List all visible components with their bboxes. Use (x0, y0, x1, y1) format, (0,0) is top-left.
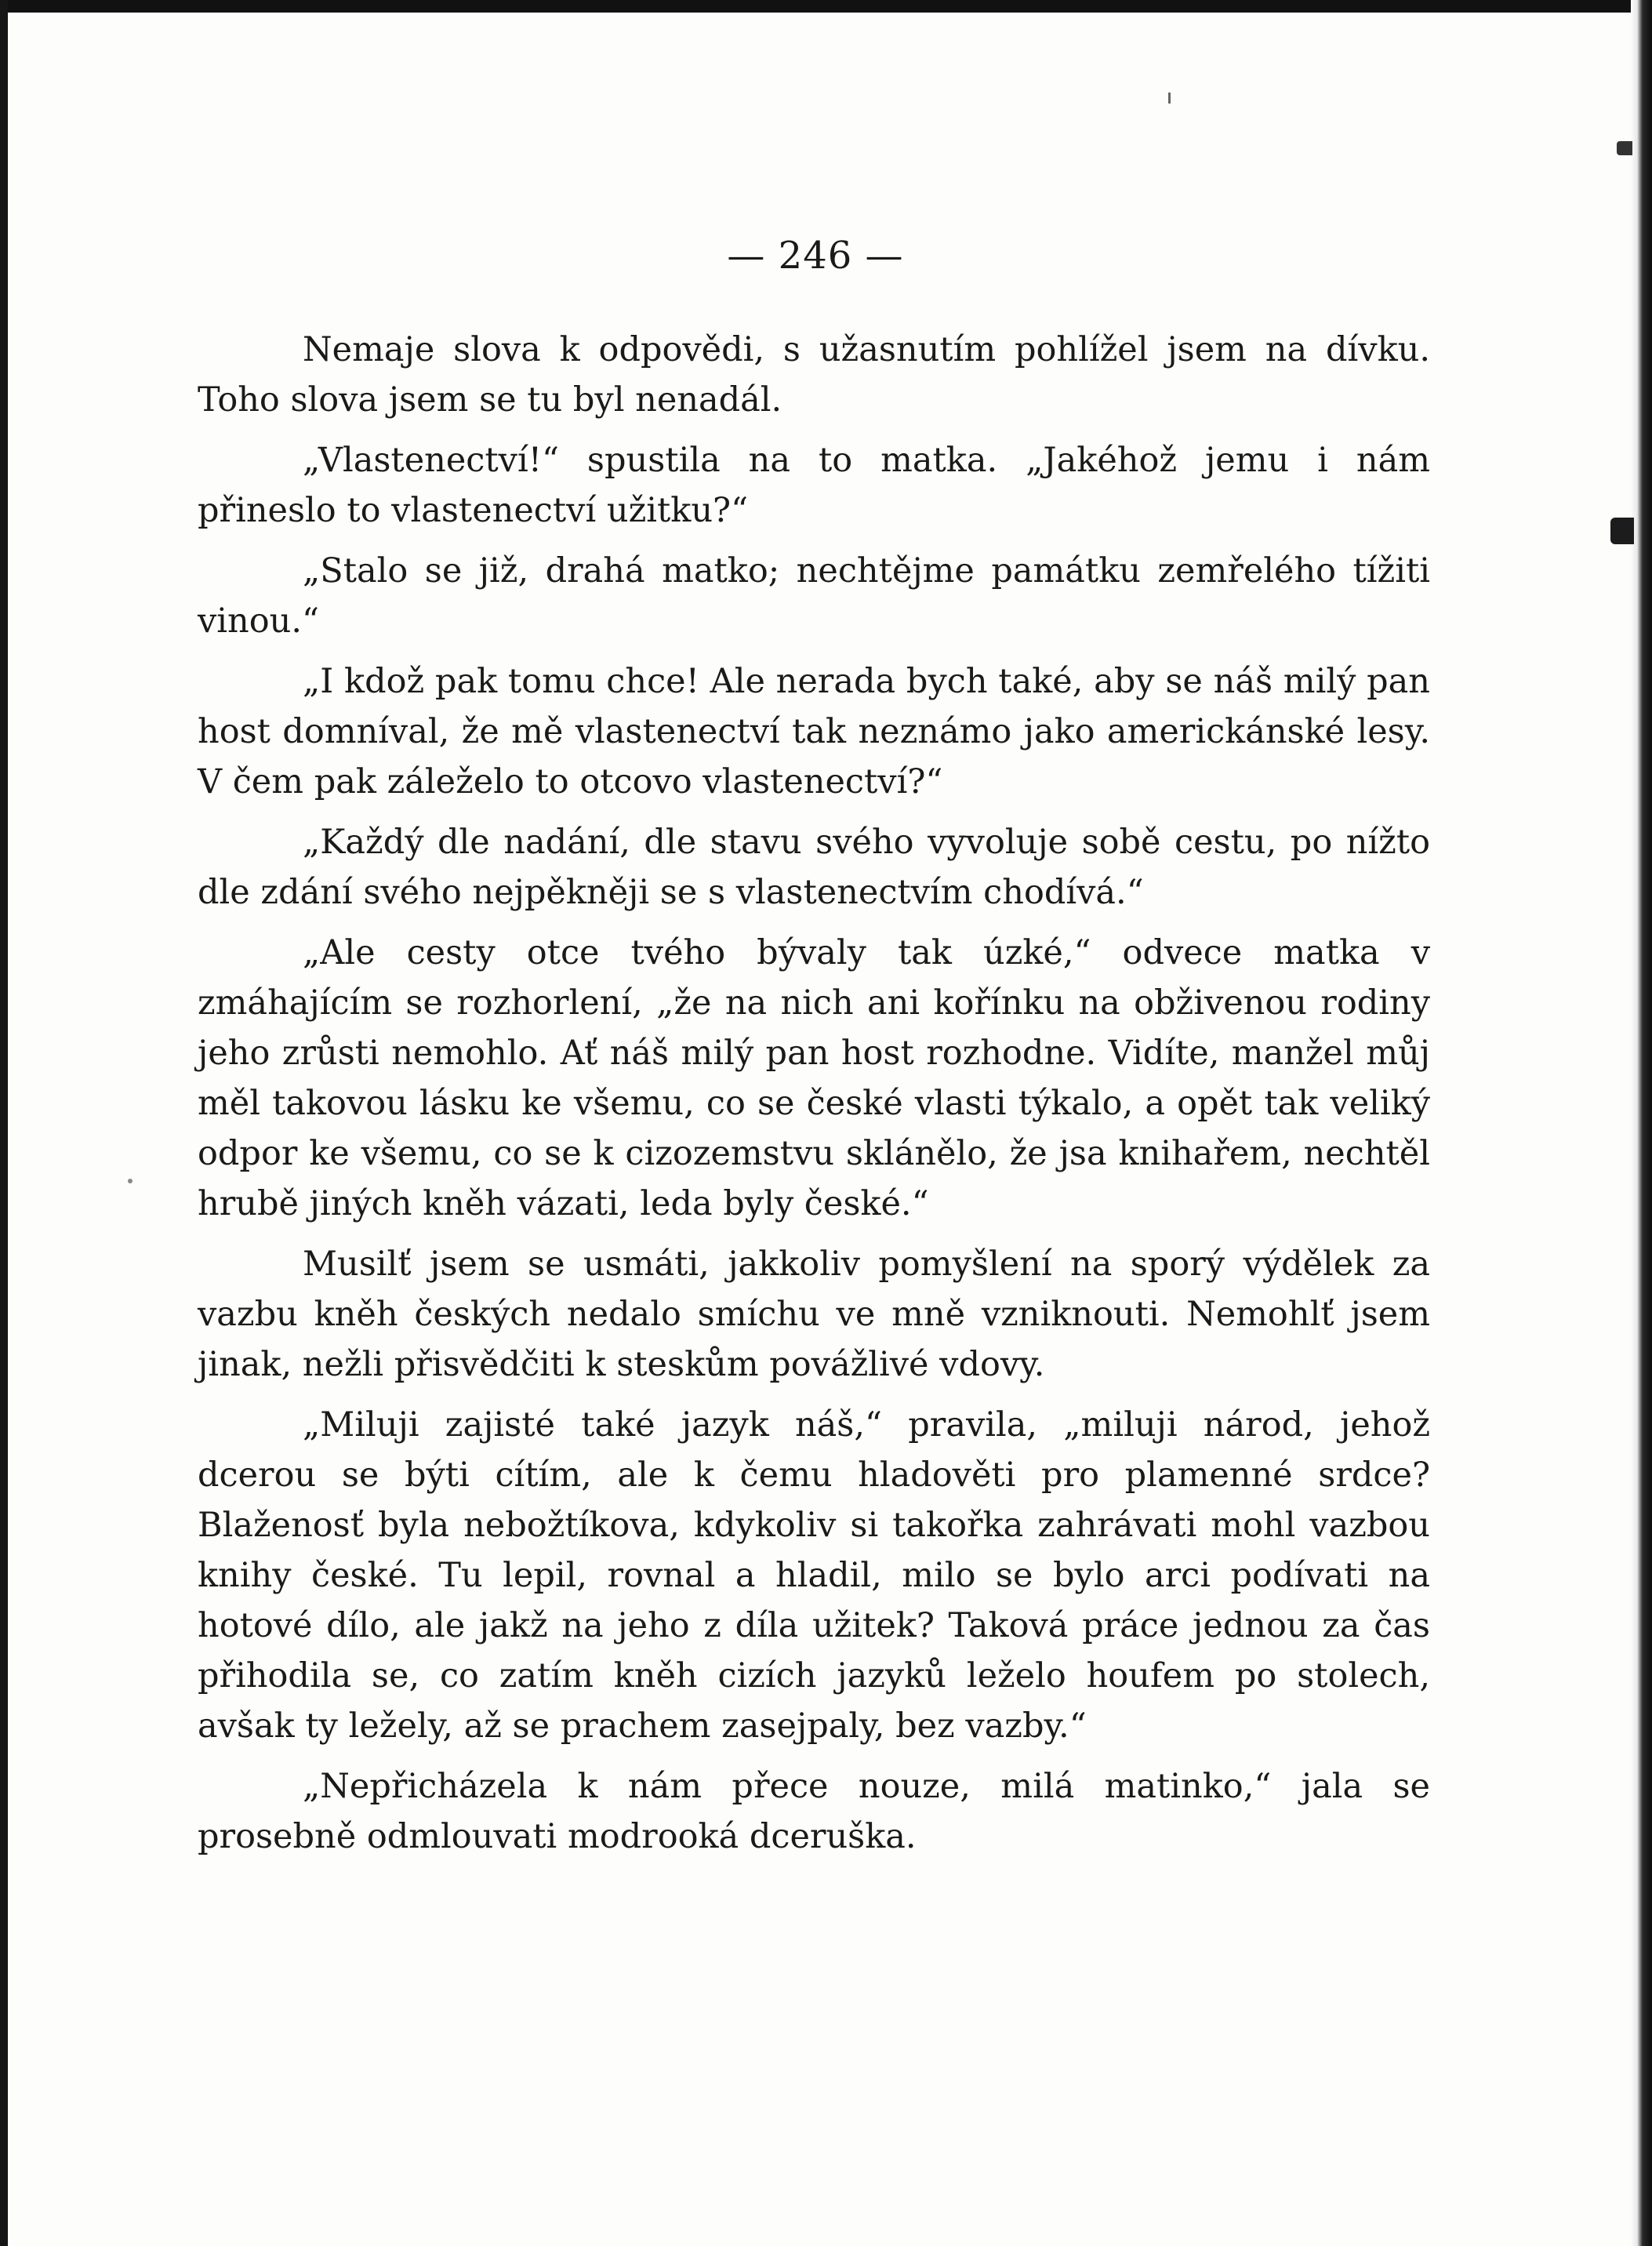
scan-border-left (0, 0, 8, 2246)
scan-speck (1168, 93, 1171, 104)
scan-border-right (1631, 0, 1652, 2246)
paragraph: Musilť jsem se usmáti, jakkoliv pomyšlení na sporý výdělek za vazbu kněh českých nedalo smíchu ve mně vzniknouti. Nemohlť jsem jinak, nežli přisvědčiti k steskům povážlivé vdovy. (198, 1245, 1430, 1384)
paragraph: „Ale cesty otce tvého bývaly tak úzké,“ odvece matka v zmáhajícím se rozhorlení, „že na nich ani kořínku na obživenou rodiny jeho zrůsti nemohlo. Ať náš milý pan host rozhodne. Vidíte, manžel můj měl takovou lásku ke všemu, co se české vlasti týkalo, a opět tak veliký odpor ke všemu, co se k cizozemstvu sklánělo, že jsa knihařem, nechtěl hrubě jiných kněh vázati, leda byly české.“ (198, 933, 1430, 1223)
paragraph: „Miluji zajisté také jazyk náš,“ pravila, „miluji národ, jehož dcerou se býti cítím, ale k čemu hladověti pro plamenné srdce? Blaženosť byla nebožtíkova, kdykoliv si takořka zahrávati mohl vazbou knihy české. Tu lepil, rovnal a hladil, milo se bylo arci podívati na hotové dílo, ale jakž na jeho z díla užitek? Taková práce jednou za čas přihodila se, co zatím kněh cizích jazyků leželo houfem po stolech, avšak ty ležely, až se prachem zasejpaly, bez vazby.“ (198, 1405, 1430, 1746)
paragraph: „Každý dle nadání, dle stavu svého vyvoluje sobě cestu, po nížto dle zdání svého nejpěkněji se s vlastenectvím chodívá.“ (198, 823, 1430, 912)
paragraph: Nemaje slova k odpovědi, s užasnutím pohlížel jsem na dívku. Toho slova jsem se tu byl nenadál. (198, 330, 1430, 420)
page-edge-mark (1617, 141, 1632, 155)
body-text (198, 325, 1430, 1872)
paragraph: „I kdož pak tomu chce! Ale nerada bych také, aby se náš milý pan host domníval, že mě vlastenectví tak neznámo jako americkánské lesy. V čem pak záleželo to otcovo vlastenectví?“ (198, 662, 1430, 801)
page-edge-mark (1610, 518, 1634, 544)
page-number: — 246 — (727, 234, 904, 278)
scan-border-top (0, 0, 1652, 13)
scan-speck (128, 1179, 133, 1183)
paragraph: „Vlastenectví!“ spustila na to matka. „Jakéhož jemu i nám přineslo to vlastenectví užitku?“ (198, 441, 1430, 530)
paragraph: „Nepřicházela k nám přece nouze, milá matinko,“ jala se prosebně odmlouvati modrooká dceruška. (198, 1767, 1430, 1856)
paragraph: „Stalo se již, drahá matko; nechtějme památku zemřelého tížiti vinou.“ (198, 551, 1430, 641)
